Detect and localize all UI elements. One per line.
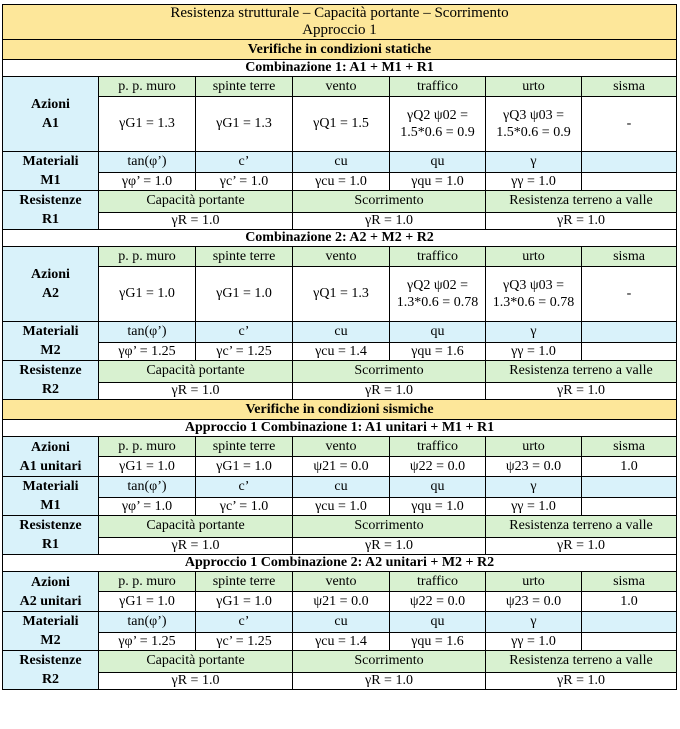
table-cell: γG1 = 1.0 <box>99 457 196 477</box>
col-header: tan(φ’) <box>99 612 196 633</box>
col-header: p. p. muro <box>99 247 196 267</box>
table-cell: γG1 = 1.0 <box>99 592 196 612</box>
col-header: sisma <box>582 77 677 97</box>
col-header: c’ <box>196 322 293 343</box>
table-cell: γcu = 1.0 <box>293 498 390 516</box>
combination-title: Combinazione 2: A2 + M2 + R2 <box>3 230 677 247</box>
combination-block-2 <box>3 230 677 400</box>
col-header: Resistenza terreno a valle <box>486 516 677 538</box>
table-cell: γR = 1.0 <box>293 672 486 689</box>
materiali-label: Materiali M1 <box>3 477 99 516</box>
col-header: urto <box>486 437 582 457</box>
resistenze-label: Resistenze R2 <box>3 361 99 400</box>
azioni-label: Azioni A1 <box>3 77 99 152</box>
combination-title: Combinazione 1: A1 + M1 + R1 <box>3 60 677 77</box>
table-cell: γqu = 1.0 <box>390 173 486 191</box>
combination-block-1 <box>3 60 677 230</box>
combination-title: Approccio 1 Combinazione 2: A2 unitari + M2 + R2 <box>3 555 677 572</box>
col-header: γ <box>486 152 582 173</box>
col-header: qu <box>390 477 486 498</box>
combination-block-4 <box>3 555 677 690</box>
col-header: tan(φ’) <box>99 477 196 498</box>
table-cell: γc’ = 1.0 <box>196 498 293 516</box>
col-header: Capacità portante <box>99 516 293 538</box>
coefficients-table <box>2 4 677 690</box>
resistenze-label: Resistenze R2 <box>3 651 99 690</box>
table-cell: γR = 1.0 <box>293 212 486 229</box>
col-header: Resistenza terreno a valle <box>486 651 677 673</box>
col-header: urto <box>486 572 582 592</box>
table-cell: γG1 = 1.0 <box>196 592 293 612</box>
title-row <box>3 5 677 40</box>
col-header: sisma <box>582 247 677 267</box>
table-cell: γqu = 1.6 <box>390 343 486 361</box>
table-cell: γR = 1.0 <box>99 382 293 399</box>
col-header: cu <box>293 612 390 633</box>
table-cell: γR = 1.0 <box>486 212 677 229</box>
col-header: Capacità portante <box>99 191 293 213</box>
col-header: c’ <box>196 477 293 498</box>
azioni-label: Azioni A1 unitari <box>3 437 99 477</box>
table-cell: γR = 1.0 <box>486 672 677 689</box>
table-cell: γc’ = 1.25 <box>196 343 293 361</box>
table-cell: ψ21 = 0.0 <box>293 457 390 477</box>
col-header: p. p. muro <box>99 77 196 97</box>
empty-cell <box>582 322 677 343</box>
col-header: urto <box>486 247 582 267</box>
table-cell: γqu = 1.0 <box>390 498 486 516</box>
table-cell: γQ3 ψ03 = 1.3*0.6 = 0.78 <box>486 267 582 322</box>
table-title-line2: Approccio 1 <box>302 22 377 38</box>
table-cell: γR = 1.0 <box>293 382 486 399</box>
col-header: qu <box>390 322 486 343</box>
materiali-label: Materiali M2 <box>3 322 99 361</box>
col-header: vento <box>293 572 390 592</box>
empty-cell <box>582 612 677 633</box>
resistenze-label: Resistenze R1 <box>3 191 99 230</box>
table-cell: γqu = 1.6 <box>390 633 486 651</box>
table-cell: γQ1 = 1.3 <box>293 267 390 322</box>
table-cell: γcu = 1.4 <box>293 343 390 361</box>
col-header: cu <box>293 477 390 498</box>
table-cell: γR = 1.0 <box>293 537 486 554</box>
col-header: cu <box>293 322 390 343</box>
azioni-label: Azioni A2 unitari <box>3 572 99 612</box>
col-header: Scorrimento <box>293 516 486 538</box>
table-cell: γγ = 1.0 <box>486 343 582 361</box>
seismic-section-header: Verifiche in condizioni sismiche <box>3 400 677 420</box>
col-header: vento <box>293 77 390 97</box>
col-header: c’ <box>196 612 293 633</box>
empty-cell <box>582 498 677 516</box>
table-cell: ψ22 = 0.0 <box>390 592 486 612</box>
table-cell: γQ2 ψ02 = 1.3*0.6 = 0.78 <box>390 267 486 322</box>
col-header: sisma <box>582 572 677 592</box>
static-section-row <box>3 40 677 60</box>
col-header: c’ <box>196 152 293 173</box>
table-cell: γφ’ = 1.25 <box>99 633 196 651</box>
table-cell: ψ23 = 0.0 <box>486 457 582 477</box>
col-header: tan(φ’) <box>99 322 196 343</box>
col-header: Scorrimento <box>293 651 486 673</box>
col-header: sisma <box>582 437 677 457</box>
empty-cell <box>582 152 677 173</box>
col-header: qu <box>390 152 486 173</box>
table-cell: γφ’ = 1.25 <box>99 343 196 361</box>
col-header: vento <box>293 247 390 267</box>
materiali-label: Materiali M2 <box>3 612 99 651</box>
table-cell: γcu = 1.0 <box>293 173 390 191</box>
seismic-section-row <box>3 400 677 420</box>
table-cell: γG1 = 1.0 <box>196 457 293 477</box>
empty-cell <box>582 343 677 361</box>
combination-block-3 <box>3 420 677 555</box>
col-header: traffico <box>390 437 486 457</box>
table-cell: γQ2 ψ02 = 1.5*0.6 = 0.9 <box>390 97 486 152</box>
table-cell: γcu = 1.4 <box>293 633 390 651</box>
col-header: cu <box>293 152 390 173</box>
table-cell: ψ22 = 0.0 <box>390 457 486 477</box>
table-cell: γγ = 1.0 <box>486 173 582 191</box>
table-cell: - <box>582 267 677 322</box>
materiali-label: Materiali M1 <box>3 152 99 191</box>
table-cell: ψ23 = 0.0 <box>486 592 582 612</box>
table-cell: γR = 1.0 <box>486 382 677 399</box>
table-cell: γR = 1.0 <box>99 537 293 554</box>
col-header: Scorrimento <box>293 191 486 213</box>
combination-title: Approccio 1 Combinazione 1: A1 unitari + M1 + R1 <box>3 420 677 437</box>
col-header: γ <box>486 477 582 498</box>
table-cell: 1.0 <box>582 457 677 477</box>
table-cell: γγ = 1.0 <box>486 498 582 516</box>
col-header: p. p. muro <box>99 437 196 457</box>
page-container <box>2 4 677 690</box>
col-header: spinte terre <box>196 77 293 97</box>
col-header: Scorrimento <box>293 361 486 383</box>
table-cell: γG1 = 1.3 <box>99 97 196 152</box>
col-header: qu <box>390 612 486 633</box>
col-header: traffico <box>390 572 486 592</box>
col-header: spinte terre <box>196 437 293 457</box>
empty-cell <box>582 477 677 498</box>
table-cell: 1.0 <box>582 592 677 612</box>
col-header: tan(φ’) <box>99 152 196 173</box>
table-cell: γφ’ = 1.0 <box>99 498 196 516</box>
table-cell: γR = 1.0 <box>99 212 293 229</box>
table-cell: γc’ = 1.25 <box>196 633 293 651</box>
azioni-label: Azioni A2 <box>3 247 99 322</box>
col-header: Resistenza terreno a valle <box>486 191 677 213</box>
table-cell: γG1 = 1.3 <box>196 97 293 152</box>
table-cell: γc’ = 1.0 <box>196 173 293 191</box>
resistenze-label: Resistenze R1 <box>3 516 99 555</box>
static-section-header: Verifiche in condizioni statiche <box>3 40 677 60</box>
col-header: Capacità portante <box>99 651 293 673</box>
table-title-line1: Resistenza strutturale – Capacità portante – Scorrimento <box>170 5 509 21</box>
col-header: vento <box>293 437 390 457</box>
table-cell: γQ3 ψ03 = 1.5*0.6 = 0.9 <box>486 97 582 152</box>
empty-cell <box>582 633 677 651</box>
table-cell: γG1 = 1.0 <box>196 267 293 322</box>
empty-cell <box>582 173 677 191</box>
col-header: urto <box>486 77 582 97</box>
table-cell: ψ21 = 0.0 <box>293 592 390 612</box>
table-cell: γφ’ = 1.0 <box>99 173 196 191</box>
table-cell: γQ1 = 1.5 <box>293 97 390 152</box>
col-header: γ <box>486 612 582 633</box>
col-header: traffico <box>390 247 486 267</box>
col-header: p. p. muro <box>99 572 196 592</box>
col-header: γ <box>486 322 582 343</box>
table-title <box>3 5 677 40</box>
table-cell: γR = 1.0 <box>486 537 677 554</box>
col-header: spinte terre <box>196 247 293 267</box>
table-cell: γγ = 1.0 <box>486 633 582 651</box>
col-header: spinte terre <box>196 572 293 592</box>
col-header: Capacità portante <box>99 361 293 383</box>
col-header: traffico <box>390 77 486 97</box>
table-cell: γG1 = 1.0 <box>99 267 196 322</box>
col-header: Resistenza terreno a valle <box>486 361 677 383</box>
table-cell: - <box>582 97 677 152</box>
table-cell: γR = 1.0 <box>99 672 293 689</box>
